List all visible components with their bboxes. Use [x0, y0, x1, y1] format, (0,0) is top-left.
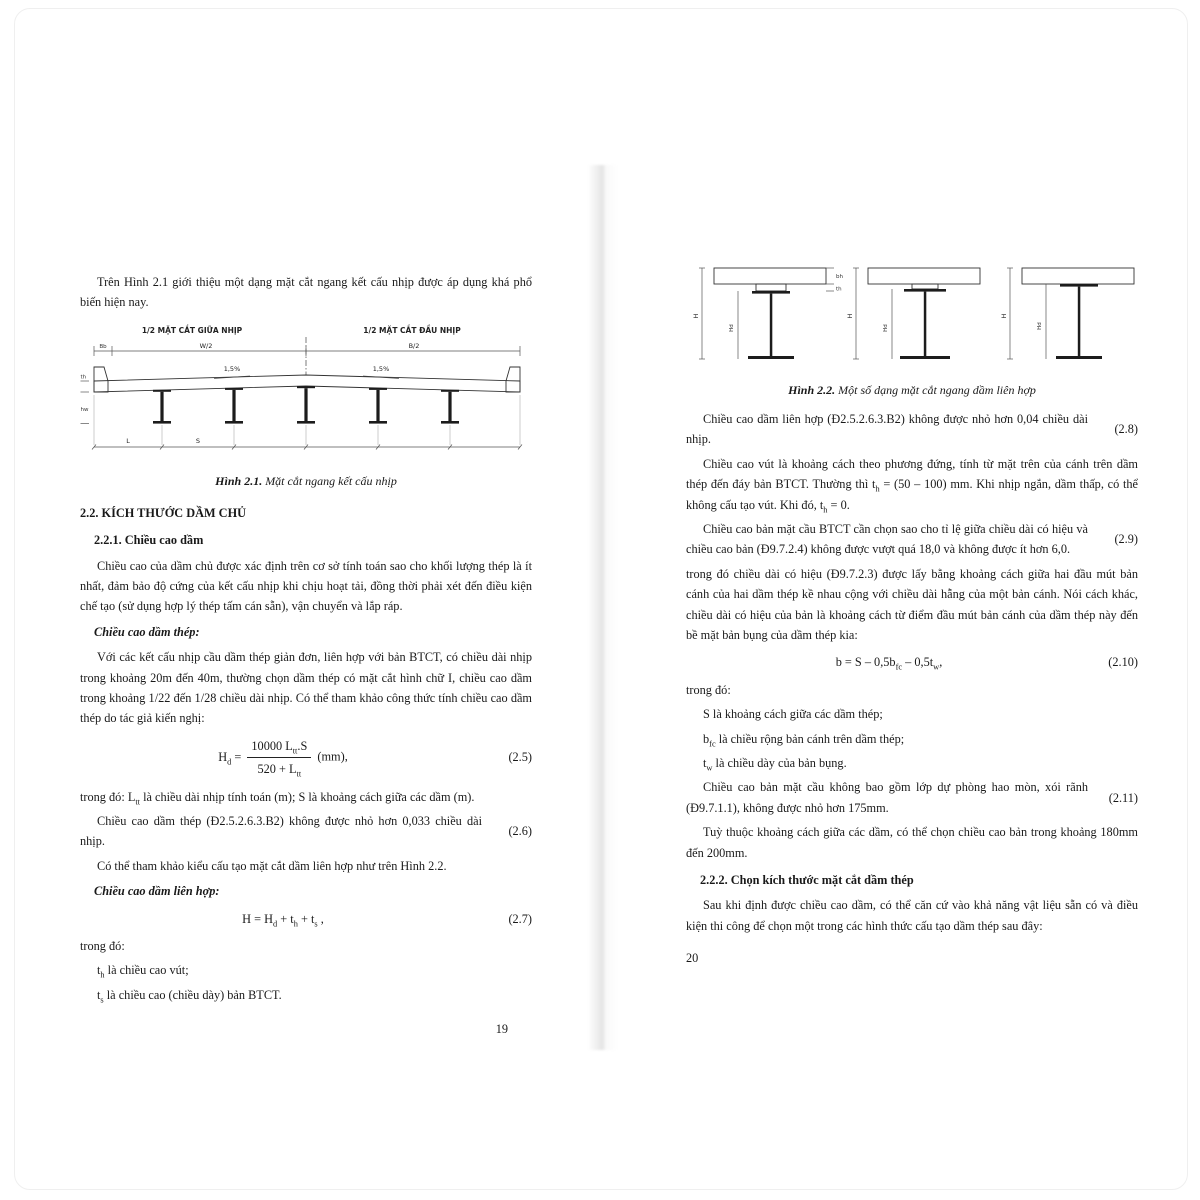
fig1-left-dimensions: [81, 374, 90, 423]
definition-ts: $t_s$ là chiều cao (chiều dày) bản BTCT.: [97, 987, 282, 1005]
fig1-dim-b2: B/2: [408, 341, 420, 350]
figure-2-2-wrap: [686, 256, 1138, 401]
fig1-top-dimension: [94, 342, 520, 356]
fig1-parapet-right: [506, 367, 520, 392]
fig1-dim-l: L: [126, 436, 130, 445]
paragraph-effective-length: trong đó chiều dài có hiệu (Đ9.7.2.3) được lấy bằng khoảng cách giữa hai đầu mút bản cánh của hai dầm thép kề nhau cộng với chiều dài hẫng của một bản cánh. Nói cách khác, chiều dài có hiệu của bản là khoảng cách từ điểm đầu mút bản cánh của dầm thép này đến bề mặt bản bụng của dầm thép kia:: [686, 566, 1138, 642]
fig1-girders: [153, 386, 459, 423]
fig1-slope-right: 1,5%: [372, 364, 390, 373]
paragraph-reference-fig-2-2: Có thể tham khảo kiểu cấu tạo mặt cắt dầm liên hợp như trên Hình 2.2.: [97, 858, 447, 873]
note-equation-2-5: trong đó: $L_{tt}$ là chiều dài nhịp tính toán (m); S là khoảng cách giữa các dầm (m).: [80, 789, 475, 807]
rule-2-6-tag: (2.6): [508, 824, 532, 839]
figure-2-2-caption: [686, 381, 1138, 401]
equation-2-7-body: $H = H_d + t_h + t_s$ ,: [242, 911, 324, 929]
heading-2-2: 2.2. KÍCH THƯỚC DẦM CHỦ: [80, 505, 247, 520]
figure-2-1-caption: [80, 472, 532, 492]
equation-2-5-body: [80, 736, 486, 780]
figure-2-1-wrap: [80, 321, 532, 492]
definition-th: $t_h$ là chiều cao vút;: [97, 963, 189, 980]
equation-2-10-tag: (2.10): [1108, 655, 1138, 670]
subheading-steel-beam-height: Chiều cao dầm thép:: [94, 624, 200, 639]
fig2-section-2: [846, 268, 980, 359]
fig2-s1-dim-hd: Hd: [729, 324, 735, 332]
page-right: [686, 256, 1138, 973]
page-left: [80, 272, 532, 1044]
rule-2-8-text: Chiều cao dầm liên hợp (Đ2.5.2.6.3.B2) không được nhỏ hơn 0,04 chiều dài nhịp.: [686, 411, 1088, 447]
rule-2-9-tag: (2.9): [1114, 532, 1138, 547]
fig2-s3-dim-hd: Hd: [1037, 322, 1043, 330]
page-number-20: 20: [686, 951, 699, 966]
fig1-parapet-left: [94, 367, 108, 392]
rule-2-11-row: [686, 777, 1138, 818]
intro-paragraph: Trên Hình 2.1 giới thiệu một dạng mặt cắt ngang kết cấu nhịp được áp dụng khá phổ biến hiện nay.: [80, 275, 532, 310]
trong-do-label-right: trong đó:: [686, 682, 731, 697]
equation-2-5-unit: (mm),: [314, 749, 348, 764]
equation-2-5-fraction: [247, 736, 311, 780]
rule-2-11-tag: (2.11): [1108, 790, 1138, 805]
equation-2-5: [80, 736, 532, 780]
rule-2-9-text: Chiều cao bản mặt cầu BTCT cần chọn sao cho tỉ lệ giữa chiều dài có hiệu và chiều cao bản (Đ9.7.2.4) không được vượt quá 18,0 và không được ít hơn 6,0.: [686, 521, 1088, 557]
fig1-slope-left: 1,5%: [223, 364, 241, 373]
figure-2-1-caption-number: Hình 2.1.: [215, 473, 263, 488]
rule-2-8-row: [686, 409, 1138, 450]
paragraph-steel-beam: Với các kết cấu nhịp cầu dầm thép giản đơn, liên hợp với bản BTCT, có chiều dài nhịp trong khoảng 20m đến 40m, thường chọn dầm thép có mặt cắt hình chữ I, chiều cao dầm trong khoảng 1/22 đến 1/28 chiều dài nhịp. Có thể tham khảo công thức tính chiều cao dầm thép do tác giả kiến nghị:: [80, 650, 532, 726]
rule-2-6-text: Chiều cao dầm thép (Đ2.5.2.6.3.B2) không được nhỏ hơn 0,033 chiều dài nhịp.: [80, 814, 482, 849]
fig1-dim-s: S: [195, 436, 201, 445]
rule-2-11-text: Chiều cao bản mặt cầu không bao gồm lớp dự phòng hao mòn, xói rãnh (Đ9.7.1.1), không được nhỏ hơn 175mm.: [686, 780, 1088, 815]
paragraph-beam-height: Chiều cao của dầm chủ được xác định trên cơ sở tính toán sao cho khối lượng thép là ít nhất, đảm bảo độ cứng của kết cấu nhịp khi chịu hoạt tải, đồng thời phải xét đến điều kiện chế tạo (sử dụng hợp lý thép tấm cán sẵn), vận chuyển và lắp ráp.: [80, 558, 532, 614]
book-spine-shadow: [588, 165, 618, 1050]
heading-2-2-1: 2.2.1. Chiều cao dầm: [94, 533, 204, 548]
fig2-s2-dim-h: H: [846, 313, 854, 319]
trong-do-label: trong đó:: [80, 939, 125, 954]
fig1-dim-th: th: [80, 374, 87, 381]
equation-2-7: [80, 909, 532, 929]
figure-2-1-caption-text: Mặt cắt ngang kết cấu nhịp: [262, 473, 397, 488]
fig2-s1-dim-h: H: [692, 313, 700, 319]
equation-2-5-tag: (2.5): [508, 750, 532, 765]
fig1-dim-bb: Bb: [99, 343, 107, 350]
fig2-section-3: [1000, 268, 1134, 359]
fig2-s1-dim-th: th: [836, 286, 842, 293]
equation-2-7-tag: (2.7): [508, 911, 532, 926]
fig2-section-1: [692, 268, 843, 359]
equation-2-5-denominator: $520 + L_{tt}$: [257, 762, 302, 779]
fig1-dim-hw: hw: [80, 406, 89, 413]
figure-2-1-drawing: [80, 321, 532, 469]
definition-tw: $t_w$ là chiều dày của bản bụng.: [703, 756, 847, 773]
definition-s: S là khoảng cách giữa các dầm thép;: [703, 707, 883, 722]
paragraph-haunch: Chiều cao vút là khoảng cách theo phương đứng, tính từ mặt trên của cánh trên dầm thép đến đáy bản BTCT. Thường thì $t_h = (50 - 100)$ mm. Khi nhịp ngắn, dầm thấp, có thể không cấu tạo vút. Khi đó, $t_h = 0$.: [686, 456, 1139, 514]
rule-2-6-row: [80, 811, 532, 852]
fig2-s2-dim-hd: Hd: [883, 324, 889, 332]
fig2-s3-dim-h: H: [1000, 313, 1008, 319]
figure-2-2-caption-text: Một số dạng mặt cắt ngang dầm liên hợp: [835, 383, 1036, 397]
heading-2-2-2: 2.2.2. Chọn kích thước mặt cắt dầm thép: [700, 873, 914, 888]
figure-2-2-caption-number: Hình 2.2.: [788, 383, 836, 397]
subheading-composite-beam-height: Chiều cao dầm liên hợp:: [94, 884, 220, 899]
equation-2-10: [686, 652, 1138, 672]
rule-2-9-row: [686, 519, 1138, 560]
equation-2-10-body: $b = S - 0,5b_{fc} - 0,5t_w$,: [835, 655, 943, 672]
paragraph-choose-section: Sau khi định được chiều cao dầm, có thể căn cứ vào khả năng vật liệu sẵn có và điều kiện thi công để chọn một trong các hình thức cấu tạo dầm thép sau đây:: [686, 898, 1138, 933]
fig2-s1-dim-bh: bh: [836, 274, 843, 280]
fig1-label-mid-span: 1/2 MẶT CẮT GIỮA NHỊP: [141, 325, 243, 335]
fig1-dim-w2: W/2: [199, 341, 213, 350]
paragraph-slab-range: Tuỳ thuộc khoảng cách giữa các dầm, có thể chọn chiều cao bản trong khoảng 180mm đến 200mm.: [686, 825, 1138, 860]
page-number-19: 19: [495, 1022, 508, 1037]
definition-bfc: $b_{fc}$ là chiều rộng bản cánh trên dầm thép;: [703, 731, 905, 749]
figure-2-2-drawing: [686, 256, 1138, 378]
equation-2-5-lhs: $H_d$ =: [218, 749, 245, 766]
rule-2-8-tag: (2.8): [1114, 422, 1138, 437]
equation-2-5-numerator: 10000 $L_{tt}.S$: [247, 736, 311, 758]
fig1-label-end-span: 1/2 MẶT CẮT ĐẦU NHỊP: [363, 325, 461, 335]
